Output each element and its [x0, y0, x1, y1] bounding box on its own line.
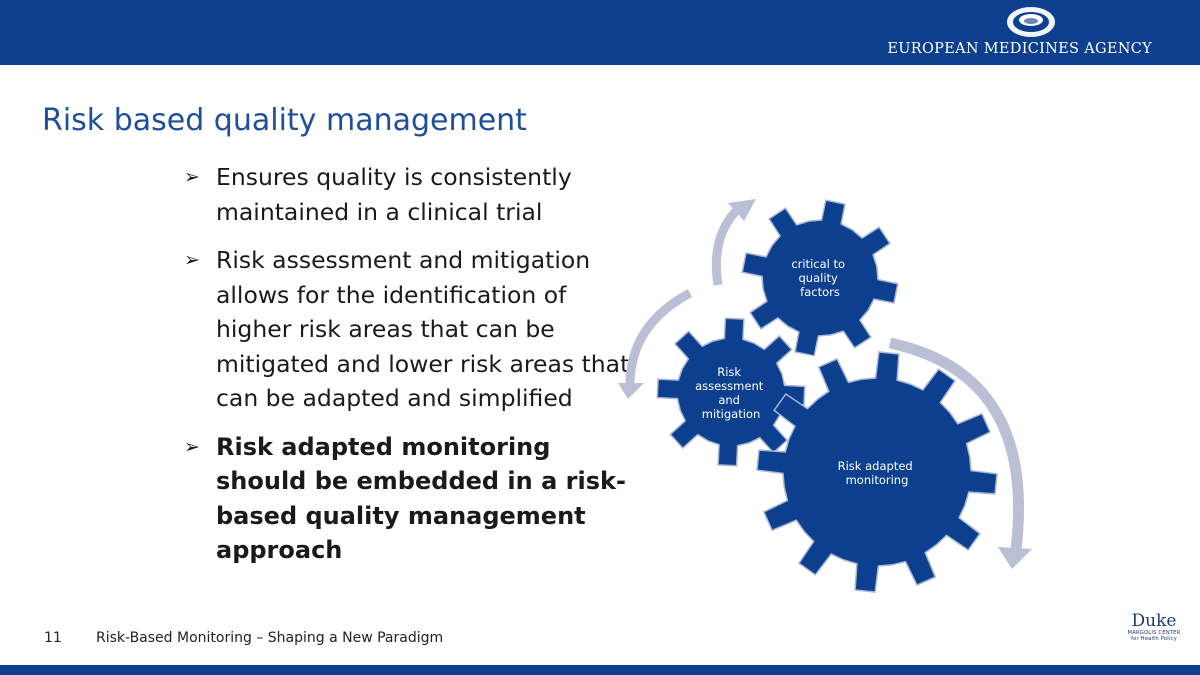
footer-text: Risk-Based Monitoring – Shaping a New Paradigm: [96, 630, 444, 646]
duke-logo: [1118, 612, 1190, 642]
gear-label-risk-assessment: Risk assessment and mitigation: [695, 365, 764, 421]
arrow-bullet-icon: ➢: [184, 435, 200, 458]
duke-name: Duke: [1131, 611, 1177, 631]
bullet-item: [184, 243, 644, 416]
agency-name: EUROPEAN MEDICINES AGENCY: [887, 41, 1152, 57]
duke-center-line: for Health Policy: [1131, 636, 1177, 642]
bullet-text: Risk assessment and mitigation allows for the identification of higher risk areas that can be mitigated and lower risk areas that can be adapted and simplified: [216, 246, 630, 412]
cycle-arrow-top: [716, 207, 740, 285]
bullet-item: [184, 160, 644, 229]
gear-label-critical: critical to quality factors: [791, 257, 846, 299]
arrow-bullet-icon: ➢: [184, 249, 200, 271]
cycle-arrow-left-head: [618, 383, 644, 399]
agency-logo-icon: [1005, 4, 1057, 40]
arrow-bullet-icon: ➢: [184, 166, 200, 188]
gears-diagram: [600, 185, 1060, 605]
header-bar: [0, 0, 1200, 65]
bullet-text: Risk adapted monitoring should be embedded in a risk-based quality management approach: [216, 432, 626, 564]
slide-title: Risk based quality management: [42, 103, 527, 138]
bullet-text: Ensures quality is consistently maintained in a clinical trial: [216, 163, 572, 226]
footer-bar: [0, 665, 1200, 675]
slide-number: 11: [44, 630, 62, 646]
bullet-item: [184, 430, 644, 568]
duke-center-line: MARGOLIS CENTER: [1127, 630, 1181, 636]
cycle-arrow-right-head: [998, 547, 1032, 569]
bullet-list: [184, 160, 644, 582]
gear-label-risk-adapted: Risk adapted monitoring: [837, 459, 913, 487]
